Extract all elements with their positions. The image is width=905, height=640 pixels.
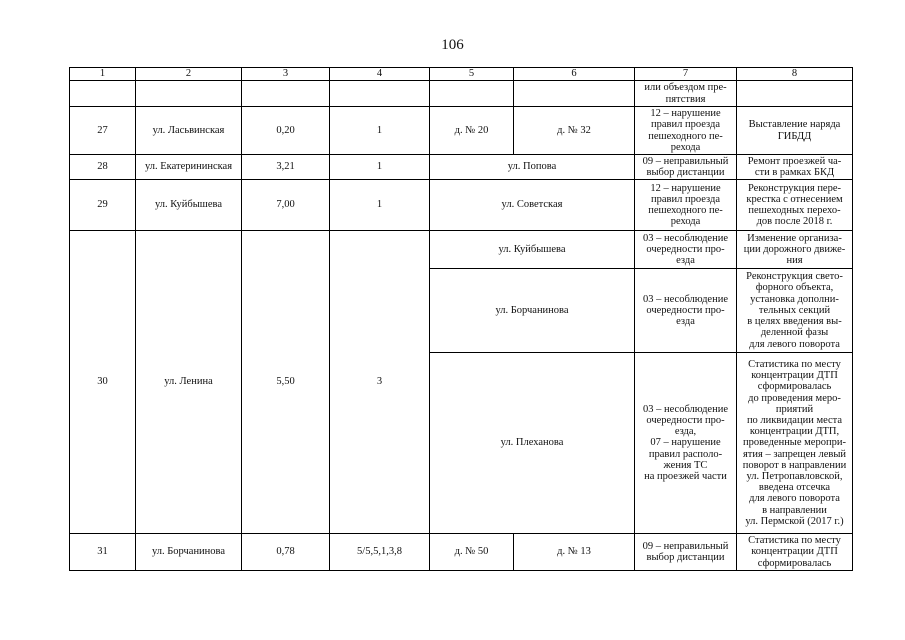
- length-cell: 7,00: [242, 180, 330, 231]
- street-cell: ул. Куйбышева: [136, 180, 242, 231]
- violation-cell: 12 – нарушение правил проезда пешеходного пе- рехода: [635, 180, 737, 231]
- length-cell: 5,50: [242, 231, 330, 534]
- row-number: 31: [70, 534, 136, 571]
- table-row-27: [70, 107, 853, 155]
- violation-cell: 03 – несоблюдение очередности про- езда: [635, 269, 737, 353]
- table-row-continued: [70, 81, 853, 107]
- header-cell: 5: [430, 68, 514, 81]
- from-cell: д. № 20: [430, 107, 514, 155]
- violation-cell: 09 – неправильный выбор дистанции: [635, 534, 737, 571]
- street-cell: ул. Ленина: [136, 231, 242, 534]
- row-number: 29: [70, 180, 136, 231]
- to-cell: д. № 32: [514, 107, 635, 155]
- table-cell: [136, 81, 242, 107]
- count-cell: 1: [330, 180, 430, 231]
- place-cell: ул. Попова: [430, 155, 635, 180]
- header-cell: 6: [514, 68, 635, 81]
- header-cell: 7: [635, 68, 737, 81]
- row-number: 30: [70, 231, 136, 534]
- header-cell: 3: [242, 68, 330, 81]
- street-cell: ул. Борчанинова: [136, 534, 242, 571]
- measure-cell: Статистика по месту концентрации ДТП сформировалась: [737, 534, 853, 571]
- violation-cell: 03 – несоблюдение очередности про- езда: [635, 231, 737, 269]
- measure-cell: Статистика по месту концентрации ДТП сформировалась до проведения меро- приятий по ликвидации места концентрации ДТП, проведенные меропри- ятия – запрещен левый поворот в направлении ул. Петропавловской, введена отсечка для левого поворота в направлении ул. Пермской (2017 г.): [737, 353, 853, 534]
- violation-cell: 09 – неправильный выбор дистанции: [635, 155, 737, 180]
- table-cell: [514, 81, 635, 107]
- header-cell: 2: [136, 68, 242, 81]
- from-cell: д. № 50: [430, 534, 514, 571]
- to-cell: д. № 13: [514, 534, 635, 571]
- count-cell: 3: [330, 231, 430, 534]
- count-cell: 5/5,5,1,3,8: [330, 534, 430, 571]
- page-number: 106: [441, 37, 464, 53]
- violation-cell: 03 – несоблюдение очередности про- езда, 07 – нарушение правил располо- жения ТС на проезжей части: [635, 353, 737, 534]
- table-cell: [242, 81, 330, 107]
- measure-cell: Ремонт проезжей ча- сти в рамках БКД: [737, 155, 853, 180]
- length-cell: 0,20: [242, 107, 330, 155]
- header-row: [70, 68, 853, 81]
- place-cell: ул. Куйбышева: [430, 231, 635, 269]
- measure-cell: Реконструкция свето- форного объекта, установка дополни- тельных секций в целях введения вы- деленной фазы для левого поворота: [737, 269, 853, 353]
- count-cell: 1: [330, 107, 430, 155]
- row-number: 27: [70, 107, 136, 155]
- street-cell: ул. Ласьвинская: [136, 107, 242, 155]
- row-number: 28: [70, 155, 136, 180]
- measure-cell: Выставление наряда ГИБДД: [737, 107, 853, 155]
- length-cell: 0,78: [242, 534, 330, 571]
- header-cell: 8: [737, 68, 853, 81]
- place-cell: ул. Советская: [430, 180, 635, 231]
- header-cell: 4: [330, 68, 430, 81]
- violation-cell: 12 – нарушение правил проезда пешеходного пе- рехода: [635, 107, 737, 155]
- measure-cell: Изменение организа- ции дорожного движе- ния: [737, 231, 853, 269]
- table-cell: [330, 81, 430, 107]
- table-row-31: [70, 534, 853, 571]
- street-cell: ул. Екатерининская: [136, 155, 242, 180]
- length-cell: 3,21: [242, 155, 330, 180]
- table-cell: [430, 81, 514, 107]
- table-cell: [737, 81, 853, 107]
- table-row-28: [70, 155, 853, 180]
- place-cell: ул. Плеханова: [430, 353, 635, 534]
- table-cell: [70, 81, 136, 107]
- table-row-29: [70, 180, 853, 231]
- header-cell: 1: [70, 68, 136, 81]
- violation-cell: или объездом пре- пятствия: [635, 81, 737, 107]
- count-cell: 1: [330, 155, 430, 180]
- accident-table: [69, 67, 853, 571]
- measure-cell: Реконструкция пере- крестка с отнесением пешеходных перехо- дов после 2018 г.: [737, 180, 853, 231]
- place-cell: ул. Борчанинова: [430, 269, 635, 353]
- table-row-30: [70, 231, 853, 269]
